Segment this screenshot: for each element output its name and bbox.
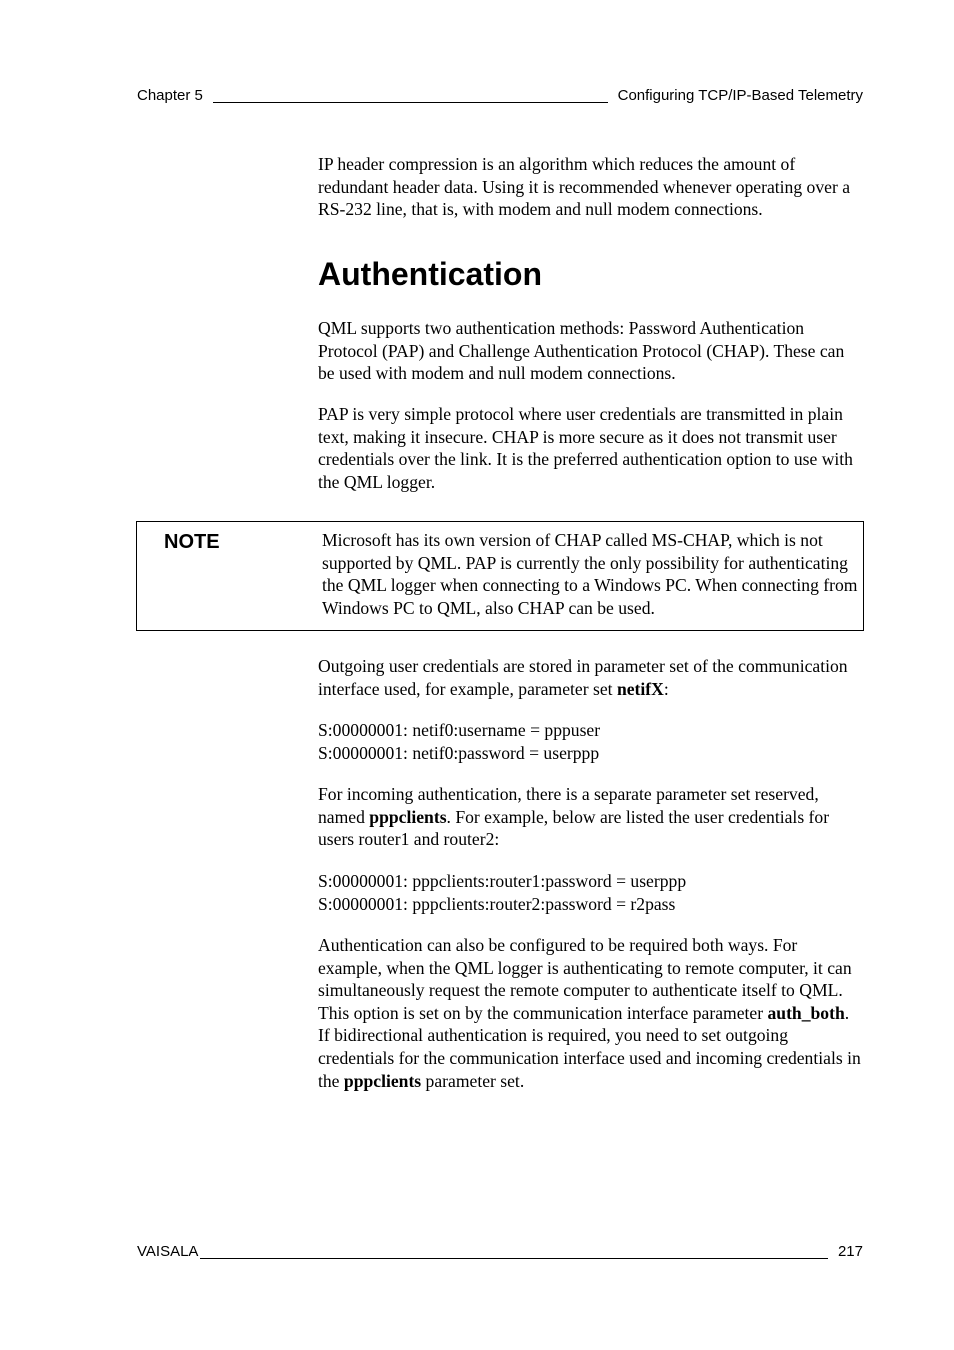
paragraph-3-block bbox=[318, 655, 863, 700]
paragraph-4-text-2: . For example, below are listed the user credentials for users router1 and router2: bbox=[318, 806, 830, 850]
section-title: Authentication bbox=[318, 256, 542, 292]
param-netifx: netifX bbox=[616, 678, 664, 699]
code-block-1 bbox=[318, 719, 863, 764]
code-line: S:00000001: netif0:password = userppp bbox=[318, 742, 600, 763]
param-auth-both: auth_both bbox=[767, 1002, 845, 1023]
param-pppclients-2: pppclients bbox=[343, 1070, 422, 1091]
intro-paragraph: IP header compression is an algorithm which reduces the amount of redundant header data. Using it is recommended whenever operating over a RS-232 line, that is, with modem and null modem connections. bbox=[318, 154, 851, 220]
paragraph-3 bbox=[318, 655, 863, 700]
note-label: NOTE bbox=[164, 531, 220, 553]
page-header bbox=[137, 86, 863, 106]
note-text: Microsoft has its own version of CHAP called MS-CHAP, which is not supported by QML. PAP is currently the only possibility for authenticating the QML logger when connecting to a Windows PC. When connecting from Windows PC to QML, also CHAP can be used. bbox=[322, 530, 858, 618]
page-number: 217 bbox=[837, 1243, 863, 1260]
chapter-title: Configuring TCP/IP-Based Telemetry bbox=[617, 87, 863, 104]
chapter-label: Chapter 5 bbox=[137, 87, 203, 104]
paragraph-5-text-2: . If bidirectional authentication is required, you need to set outgoing credentials for the communication interface used and incoming credentials in the bbox=[318, 1002, 861, 1091]
param-pppclients: pppclients bbox=[369, 806, 447, 827]
paragraph-3-end: : bbox=[663, 678, 669, 699]
company-name: VAISALA bbox=[137, 1243, 199, 1260]
note-box bbox=[136, 521, 864, 631]
paragraph-5-text-3: parameter set. bbox=[421, 1070, 525, 1091]
paragraph-4 bbox=[318, 783, 863, 851]
paragraph-1: QML supports two authentication methods: Password Authentication Protocol (PAP) and Challenge Authentication Protocol (CHAP). These can be used with modem and null modem connections. bbox=[318, 318, 845, 384]
paragraph-2-block bbox=[318, 403, 863, 493]
paragraph-5 bbox=[318, 934, 863, 1092]
paragraph-4-text: For incoming authentication, there is a separate parameter set reserved, named bbox=[318, 784, 819, 827]
code-line: S:00000001: pppclients:router2:password = r2pass bbox=[318, 893, 676, 914]
header-rule bbox=[213, 101, 608, 103]
paragraph-3-text: Outgoing user credentials are stored in parameter set of the communication interface used, for example, parameter set bbox=[318, 656, 848, 699]
section-heading-block bbox=[318, 255, 863, 293]
page-footer bbox=[137, 1242, 863, 1262]
paragraph-2: PAP is very simple protocol where user credentials are transmitted in plain text, making it insecure. CHAP is more secure as it does not transmit user credentials over the link. It is the preferred authentication option to use with the QML logger. bbox=[318, 404, 853, 492]
paragraph-5-text: Authentication can also be configured to be required both ways. For example, when the QML logger is authenticating to remote computer, it can simultaneously request the remote computer to authenticate itself to QML. This option is set on by the communication interface parameter bbox=[318, 935, 852, 1023]
code-line: S:00000001: pppclients:router1:password = userppp bbox=[318, 871, 687, 891]
note-text-block bbox=[322, 529, 862, 619]
paragraph-5-block bbox=[318, 934, 863, 1092]
footer-rule bbox=[200, 1257, 828, 1259]
paragraph-4-block bbox=[318, 783, 863, 851]
paragraph-1-block bbox=[318, 317, 863, 385]
code-block-2 bbox=[318, 870, 863, 915]
intro-block bbox=[318, 153, 863, 221]
code-line: S:00000001: netif0:username = pppuser bbox=[318, 720, 601, 740]
